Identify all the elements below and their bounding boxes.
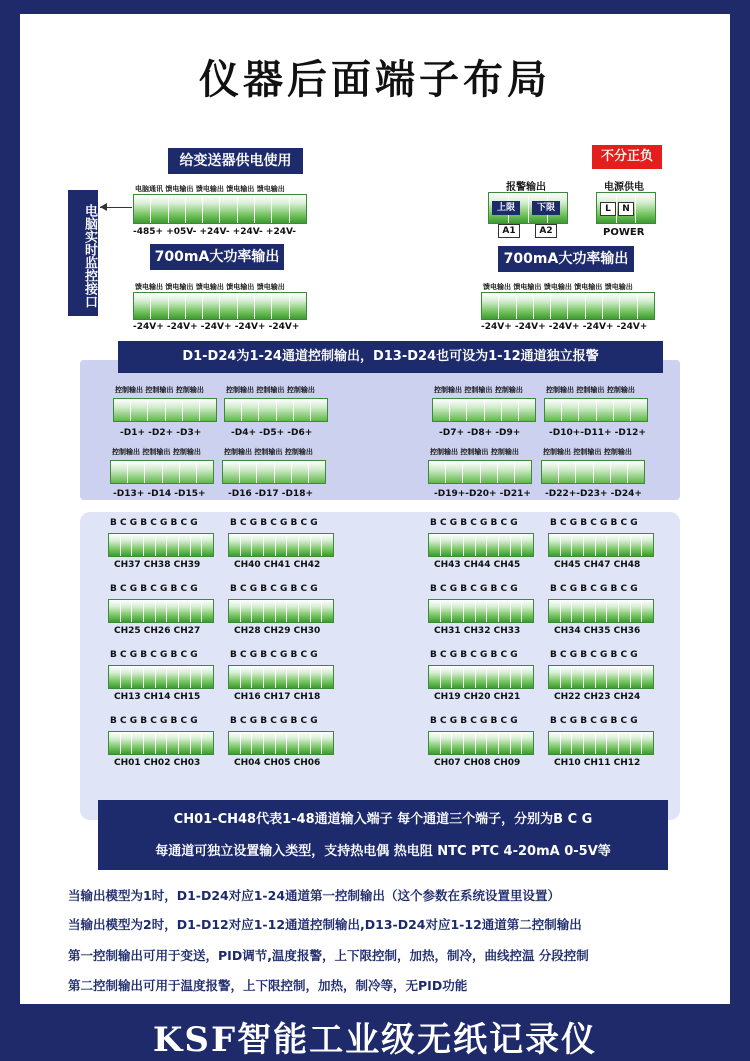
channel-label: CH43 CH44 CH45: [434, 560, 521, 570]
channel-terminal: [428, 665, 534, 689]
channel-label: CH19 CH20 CH21: [434, 692, 521, 702]
top-left-terms-pins: -485+ +05V- +24V- +24V- +24V-: [133, 227, 297, 237]
power-name: POWER: [603, 227, 645, 238]
bcg-label: B C G B C G B C G: [230, 584, 318, 594]
power-supply-label: 给变送器供电使用: [168, 148, 303, 174]
control-group-4-labels: 控制输出 控制输出 控制输出: [546, 386, 635, 394]
high-power-label-right: 700mA大功率输出: [498, 246, 634, 272]
channel-label: CH25 CH26 CH27: [114, 626, 201, 636]
channel-terminal: [548, 665, 654, 689]
control-group-4-terminal: [544, 398, 648, 422]
control-group-7-pins: -D19+-D20+ -D21+: [434, 489, 531, 499]
bcg-label: B C G B C G B C G: [230, 716, 318, 726]
channel-terminal: [428, 533, 534, 557]
control-group-7-terminal: [428, 460, 532, 484]
alarm-lower: 下限: [532, 201, 560, 215]
channel-label: CH28 CH29 CH30: [234, 626, 321, 636]
control-group-5-pins: -D13+ -D14 -D15+: [113, 489, 206, 499]
monitor-label: 电脑实时监控接口: [68, 190, 98, 316]
alarm-a2: A2: [535, 224, 557, 238]
channel-label: CH45 CH47 CH48: [554, 560, 641, 570]
bcg-label: B C G B C G B C G: [430, 716, 518, 726]
bcg-label: B C G B C G B C G: [550, 518, 638, 528]
channel-terminal: [228, 665, 334, 689]
note-2: 当输出模型为2时，D1-D12对应1-12通道控制输出,D13-D24对应1-12通道第二控制输出: [68, 917, 582, 932]
page-title: 仪器后面端子布局: [199, 57, 551, 103]
control-group-3-pins: -D7+ -D8+ -D9+: [439, 428, 521, 438]
channel-terminal: [108, 731, 214, 755]
channel-label: CH13 CH14 CH15: [114, 692, 201, 702]
control-banner: D1-D24为1-24通道控制输出，D13-D24也可设为1-12通道独立报警: [118, 341, 663, 373]
control-group-3-terminal: [432, 398, 536, 422]
channel-label: CH31 CH32 CH33: [434, 626, 521, 636]
control-group-4-pins: -D10+-D11+ -D12+: [549, 428, 646, 438]
channel-terminal: [548, 533, 654, 557]
bcg-label: B C G B C G B C G: [110, 716, 198, 726]
alarm-label: 报警输出: [506, 182, 546, 193]
channel-label: CH07 CH08 CH09: [434, 758, 521, 768]
channel-terminal: [228, 731, 334, 755]
bcg-label: B C G B C G B C G: [430, 518, 518, 528]
top-left-terminal: [133, 194, 307, 224]
input-info-bar: [98, 800, 668, 870]
bcg-label: B C G B C G B C G: [110, 650, 198, 660]
bcg-label: B C G B C G B C G: [230, 650, 318, 660]
polarity-label: 不分正负: [592, 145, 662, 169]
channel-terminal: [108, 665, 214, 689]
control-group-2-pins: -D4+ -D5+ -D6+: [231, 428, 313, 438]
note-3: 第一控制输出可用于变送，PID调节,温度报警，上下限控制，加热，制冷，曲线控温 分段控制: [68, 948, 589, 963]
top-left-terms-labels: 电脑通讯 馈电输出 馈电输出 馈电输出 馈电输出: [135, 185, 285, 193]
bcg-label: B C G B C G B C G: [230, 518, 318, 528]
power-pin-n: N: [618, 202, 634, 216]
bcg-label: B C G B C G B C G: [430, 584, 518, 594]
control-group-8-pins: -D22+-D23+ -D24+: [545, 489, 642, 499]
channel-terminal: [108, 599, 214, 623]
alarm-a1: A1: [498, 224, 520, 238]
bcg-label: B C G B C G B C G: [550, 650, 638, 660]
feed-right-pins: -24V+ -24V+ -24V+ -24V+ -24V+: [481, 322, 648, 332]
control-group-5-labels: 控制输出 控制输出 控制输出: [112, 448, 201, 456]
note-1: 当输出模型为1时，D1-D24对应1-24通道第一控制输出（这个参数在系统设置里设置）: [68, 888, 561, 903]
control-group-1-terminal: [113, 398, 217, 422]
channel-label: CH34 CH35 CH36: [554, 626, 641, 636]
high-power-label-left: 700mA大功率输出: [150, 244, 284, 270]
feed-left-labels: 馈电输出 馈电输出 馈电输出 馈电输出 馈电输出: [135, 283, 285, 291]
control-group-7-labels: 控制输出 控制输出 控制输出: [430, 448, 519, 456]
input-info-line2: 每通道可独立设置输入类型，支持热电偶 热电阻 NTC PTC 4-20mA 0-5V等: [155, 844, 611, 859]
power-pin-l: L: [600, 202, 616, 216]
control-group-6-terminal: [222, 460, 326, 484]
feed-right-labels: 馈电输出 馈电输出 馈电输出 馈电输出 馈电输出: [483, 283, 633, 291]
control-group-6-pins: -D16 -D17 -D18+: [228, 489, 313, 499]
feed-left-terminal: [133, 292, 307, 320]
control-group-1-pins: -D1+ -D2+ -D3+: [120, 428, 202, 438]
channel-label: CH16 CH17 CH18: [234, 692, 321, 702]
channel-terminal: [428, 599, 534, 623]
footer-title: KSF智能工业级无纸记录仪: [152, 1020, 598, 1060]
bcg-label: B C G B C G B C G: [430, 650, 518, 660]
channel-terminal: [228, 533, 334, 557]
channel-label: CH10 CH11 CH12: [554, 758, 641, 768]
control-group-3-labels: 控制输出 控制输出 控制输出: [434, 386, 523, 394]
note-4: 第二控制输出可用于温度报警，上下限控制，加热，制冷等，无PID功能: [68, 978, 468, 993]
control-group-8-labels: 控制输出 控制输出 控制输出: [543, 448, 632, 456]
control-group-1-labels: 控制输出 控制输出 控制输出: [115, 386, 204, 394]
bcg-label: B C G B C G B C G: [550, 716, 638, 726]
control-group-5-terminal: [110, 460, 214, 484]
input-info-line1: CH01-CH48代表1-48通道输入端子 每个通道三个端子，分别为B C G: [173, 812, 593, 827]
channel-terminal: [548, 731, 654, 755]
channel-terminal: [548, 599, 654, 623]
feed-right-terminal: [481, 292, 655, 320]
channel-label: CH01 CH02 CH03: [114, 758, 201, 768]
control-group-2-labels: 控制输出 控制输出 控制输出: [226, 386, 315, 394]
control-group-8-terminal: [541, 460, 645, 484]
channel-label: CH04 CH05 CH06: [234, 758, 321, 768]
channel-terminal: [108, 533, 214, 557]
channel-terminal: [228, 599, 334, 623]
alarm-upper: 上限: [492, 201, 520, 215]
channel-label: CH37 CH38 CH39: [114, 560, 201, 570]
control-group-2-terminal: [224, 398, 328, 422]
channel-terminal: [428, 731, 534, 755]
arrow-head-icon: [100, 203, 107, 211]
bcg-label: B C G B C G B C G: [110, 518, 198, 528]
power-label: 电源供电: [604, 182, 644, 193]
bcg-label: B C G B C G B C G: [550, 584, 638, 594]
control-group-6-labels: 控制输出 控制输出 控制输出: [224, 448, 313, 456]
channel-label: CH22 CH23 CH24: [554, 692, 641, 702]
bcg-label: B C G B C G B C G: [110, 584, 198, 594]
channel-label: CH40 CH41 CH42: [234, 560, 321, 570]
feed-left-pins: -24V+ -24V+ -24V+ -24V+ -24V+: [133, 322, 300, 332]
